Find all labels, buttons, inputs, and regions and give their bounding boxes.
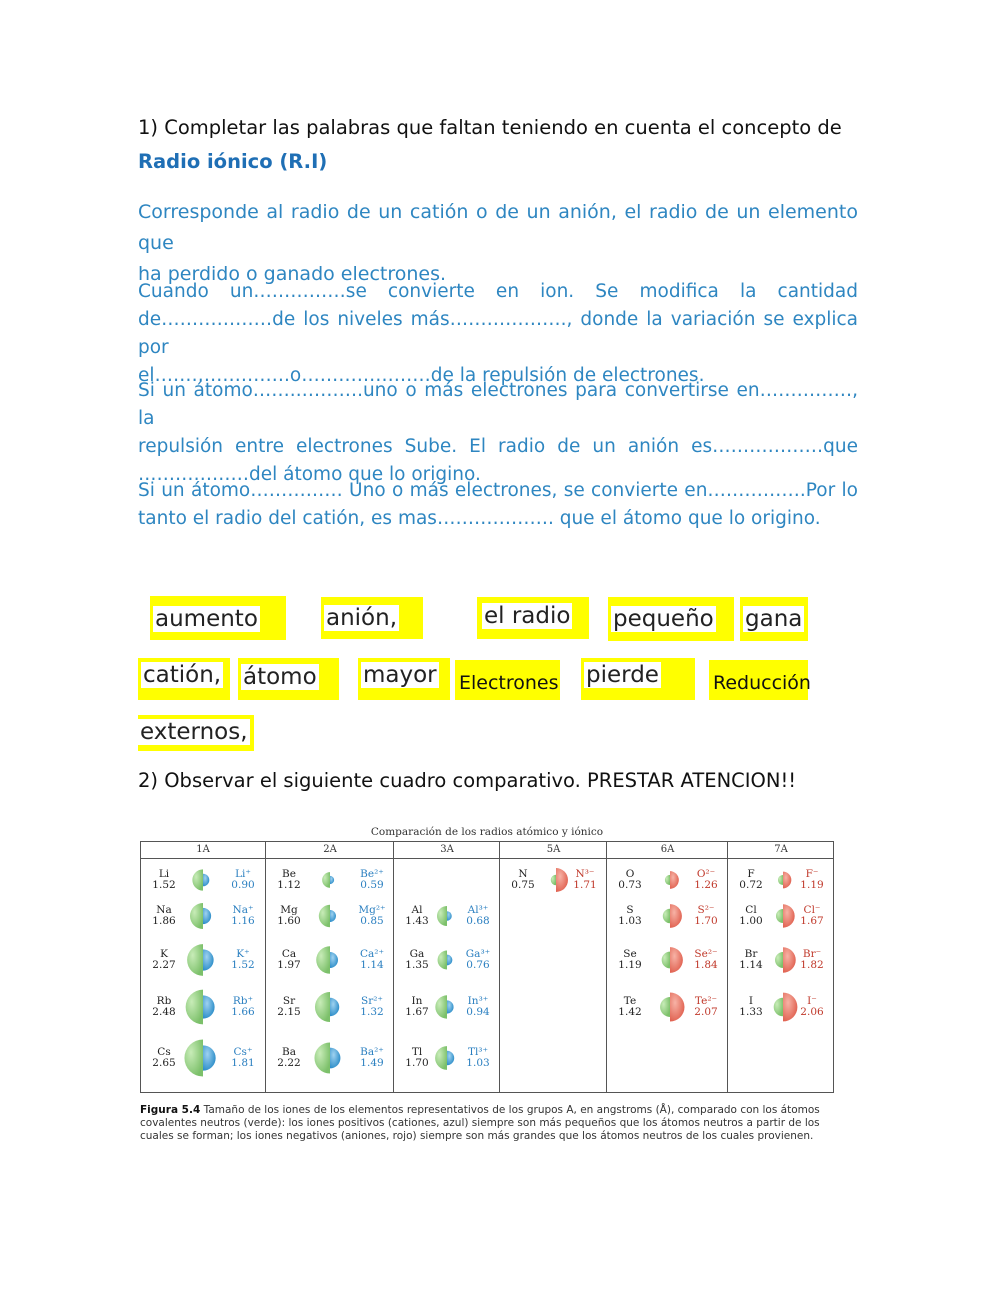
ion-half-sphere <box>203 1045 216 1070</box>
atom-half-sphere <box>551 875 556 886</box>
atom-ion-sphere <box>286 1014 374 1102</box>
word-chip-atomo[interactable]: átomo <box>238 658 339 700</box>
element-label: In 1.67 <box>405 995 429 1018</box>
atom-half-sphere <box>660 997 670 1017</box>
group-header: 3A <box>394 842 500 859</box>
word-chip-externos[interactable]: externos, <box>138 715 254 751</box>
question-1-instruction: 1) Completar las palabras que faltan teniendo en cuenta el concepto de <box>138 116 842 139</box>
ion-label: Be²⁺ 0.59 <box>360 868 384 891</box>
word-chip-pequeno[interactable]: pequeño <box>608 597 734 641</box>
fill-paragraph-2 <box>138 377 858 489</box>
word-chip-aumento[interactable]: aumento <box>150 596 286 640</box>
ion-label: Na⁺ 1.16 <box>231 904 255 927</box>
fill-p2-line-3: ………………del átomo que lo origino. <box>138 464 481 485</box>
definition-line-1: Corresponde al radio de un catión o de un anión, el radio de un elemento que <box>138 201 858 254</box>
group-column-3a <box>393 842 500 1092</box>
fill-p3-line-1: Si un átomo…………… Uno o más electrones, se convierte en…………….Por lo <box>138 480 858 501</box>
concept-title: Radio iónico (R.I) <box>138 150 328 173</box>
ion-label: F⁻ 1.19 <box>800 868 824 891</box>
group-column-5a <box>499 842 607 1092</box>
group-column-2a <box>265 842 394 1092</box>
element-label: S 1.03 <box>618 904 642 927</box>
fill-p3-line-2: tanto el radio del catión, es mas………………. que el átomo que lo origino. <box>138 508 821 529</box>
element-label: Se 1.19 <box>618 948 642 971</box>
figure-caption <box>140 1104 834 1143</box>
ion-label: Te²⁻ 2.07 <box>694 995 718 1018</box>
group-column-6a <box>606 842 728 1092</box>
ion-label: K⁺ 1.52 <box>231 948 255 971</box>
element-label: F 0.72 <box>739 868 763 891</box>
fill-p2-line-2: repulsión entre electrones Sube. El radio de un anión es………………que <box>138 436 858 457</box>
ion-label: Ga³⁺ 0.76 <box>465 948 491 971</box>
definition-paragraph <box>138 197 858 290</box>
ion-label: S²⁻ 1.70 <box>694 904 718 927</box>
ion-half-sphere <box>670 993 684 1022</box>
atom-ion-sphere <box>512 836 600 924</box>
group-column-7a <box>727 842 834 1092</box>
ion-label: Rb⁺ 1.66 <box>231 995 255 1018</box>
atom-ion-sphere <box>159 1014 247 1102</box>
ion-label: Cl⁻ 1.67 <box>800 904 824 927</box>
element-label: Te 1.42 <box>618 995 642 1018</box>
atom-ion-sphere <box>626 963 714 1051</box>
element-label: Ca 1.97 <box>277 948 301 971</box>
element-label: K 2.27 <box>152 948 176 971</box>
ion-half-sphere <box>556 868 568 892</box>
element-label: Li 1.52 <box>152 868 176 891</box>
element-label: Be 1.12 <box>277 868 301 891</box>
ion-label: Mg²⁺ 0.85 <box>358 904 386 927</box>
ion-label: Br⁻ 1.82 <box>800 948 824 971</box>
element-label: Rb 2.48 <box>152 995 176 1018</box>
group-header: 7A <box>728 842 834 859</box>
element-label: Tl 1.70 <box>405 1046 429 1069</box>
atom-half-sphere <box>184 1039 203 1076</box>
element-label: I 1.33 <box>739 995 763 1018</box>
element-label: Al 1.43 <box>405 904 429 927</box>
fill-p1-line-2: de………………de los niveles más………………., donde la variación se explica por <box>138 309 858 358</box>
ion-label: Cs⁺ 1.81 <box>231 1046 255 1069</box>
fill-p2-line-1: Si un átomo……..……….uno o más electrones para convertirse en……………, la <box>138 380 858 429</box>
ion-label: Se²⁻ 1.84 <box>694 948 718 971</box>
definition-line-2: ha perdido o ganado electrones. <box>138 263 447 285</box>
fill-p1-line-3: el………………….o…………………de la repulsión de electrones. <box>138 365 705 386</box>
element-label: Mg 1.60 <box>277 904 301 927</box>
ion-half-sphere <box>447 1051 454 1065</box>
atom-ion-sphere <box>403 1014 491 1102</box>
element-label: Na 1.86 <box>152 904 176 927</box>
ion-label: Tl³⁺ 1.03 <box>466 1046 490 1069</box>
element-label: N 0.75 <box>511 868 535 891</box>
ion-label: Al³⁺ 0.68 <box>466 904 490 927</box>
ion-label: Li⁺ 0.90 <box>231 868 255 891</box>
fill-p1-line-1: Cuando un……………se convierte en ion. Se modifica la cantidad <box>138 281 858 302</box>
ion-label: N³⁻ 1.71 <box>573 868 597 891</box>
word-chip-anion[interactable]: anión, <box>321 597 423 639</box>
word-chip-el-radio[interactable]: el radio <box>477 597 589 639</box>
element-label: Ba 2.22 <box>277 1046 301 1069</box>
question-2-instruction: 2) Observar el siguiente cuadro comparativo. PRESTAR ATENCION!! <box>138 769 797 792</box>
element-label: Ga 1.35 <box>405 948 429 971</box>
element-label: Cs 2.65 <box>152 1046 176 1069</box>
atom-half-sphere <box>314 1042 330 1073</box>
atom-ion-sphere <box>739 963 827 1051</box>
ion-label: In³⁺ 0.94 <box>466 995 490 1018</box>
radii-comparison-table <box>140 841 834 1093</box>
atom-half-sphere <box>435 1046 447 1070</box>
figure-caption-label: Figura 5.4 <box>140 1104 201 1116</box>
atom-half-sphere <box>774 998 783 1017</box>
element-label: O 0.73 <box>618 868 642 891</box>
element-label: Sr 2.15 <box>277 995 301 1018</box>
word-chip-reduccion[interactable]: Reducción <box>709 660 808 700</box>
fill-paragraph-3 <box>138 477 858 533</box>
ion-half-sphere <box>783 993 797 1022</box>
word-chip-cation[interactable]: catión, <box>138 658 230 700</box>
ion-label: Ba²⁺ 1.49 <box>360 1046 384 1069</box>
group-column-1a <box>141 842 265 1092</box>
word-chip-mayor[interactable]: mayor <box>358 658 450 700</box>
ion-label: O²⁻ 1.26 <box>694 868 718 891</box>
ion-half-sphere <box>330 1048 340 1069</box>
fill-paragraph-1 <box>138 278 858 390</box>
figure-caption-text: Tamaño de los iones de los elementos representativos de los grupos A, en angstroms (Å), comparado con los átomos covalentes neutros (verde): los iones positivos (cationes, azul) siempre son más pequeños que los átomos neutros a partir de los cuales se forman; los iones negativos (aniones, rojo) siempre son más grandes que los átomos neutros de los cuales provienen. <box>140 1104 820 1142</box>
word-chip-gana[interactable]: gana <box>740 597 808 641</box>
ion-label: Ca²⁺ 1.14 <box>359 948 385 971</box>
ion-label: I⁻ 2.06 <box>800 995 824 1018</box>
group-header: 5A <box>500 842 607 859</box>
ion-half-sphere <box>447 1000 454 1013</box>
element-label: Br 1.14 <box>739 948 763 971</box>
ion-label: Sr²⁺ 1.32 <box>360 995 384 1018</box>
element-label: Cl 1.00 <box>739 904 763 927</box>
figure-title: Comparación de los radios atómico y iónico <box>370 826 604 838</box>
group-header: 6A <box>607 842 728 859</box>
word-chip-electrones[interactable]: Electrones <box>455 660 560 700</box>
word-chip-pierde[interactable]: pierde <box>581 658 695 700</box>
group-header: 2A <box>266 842 394 859</box>
group-header: 1A <box>141 842 265 859</box>
